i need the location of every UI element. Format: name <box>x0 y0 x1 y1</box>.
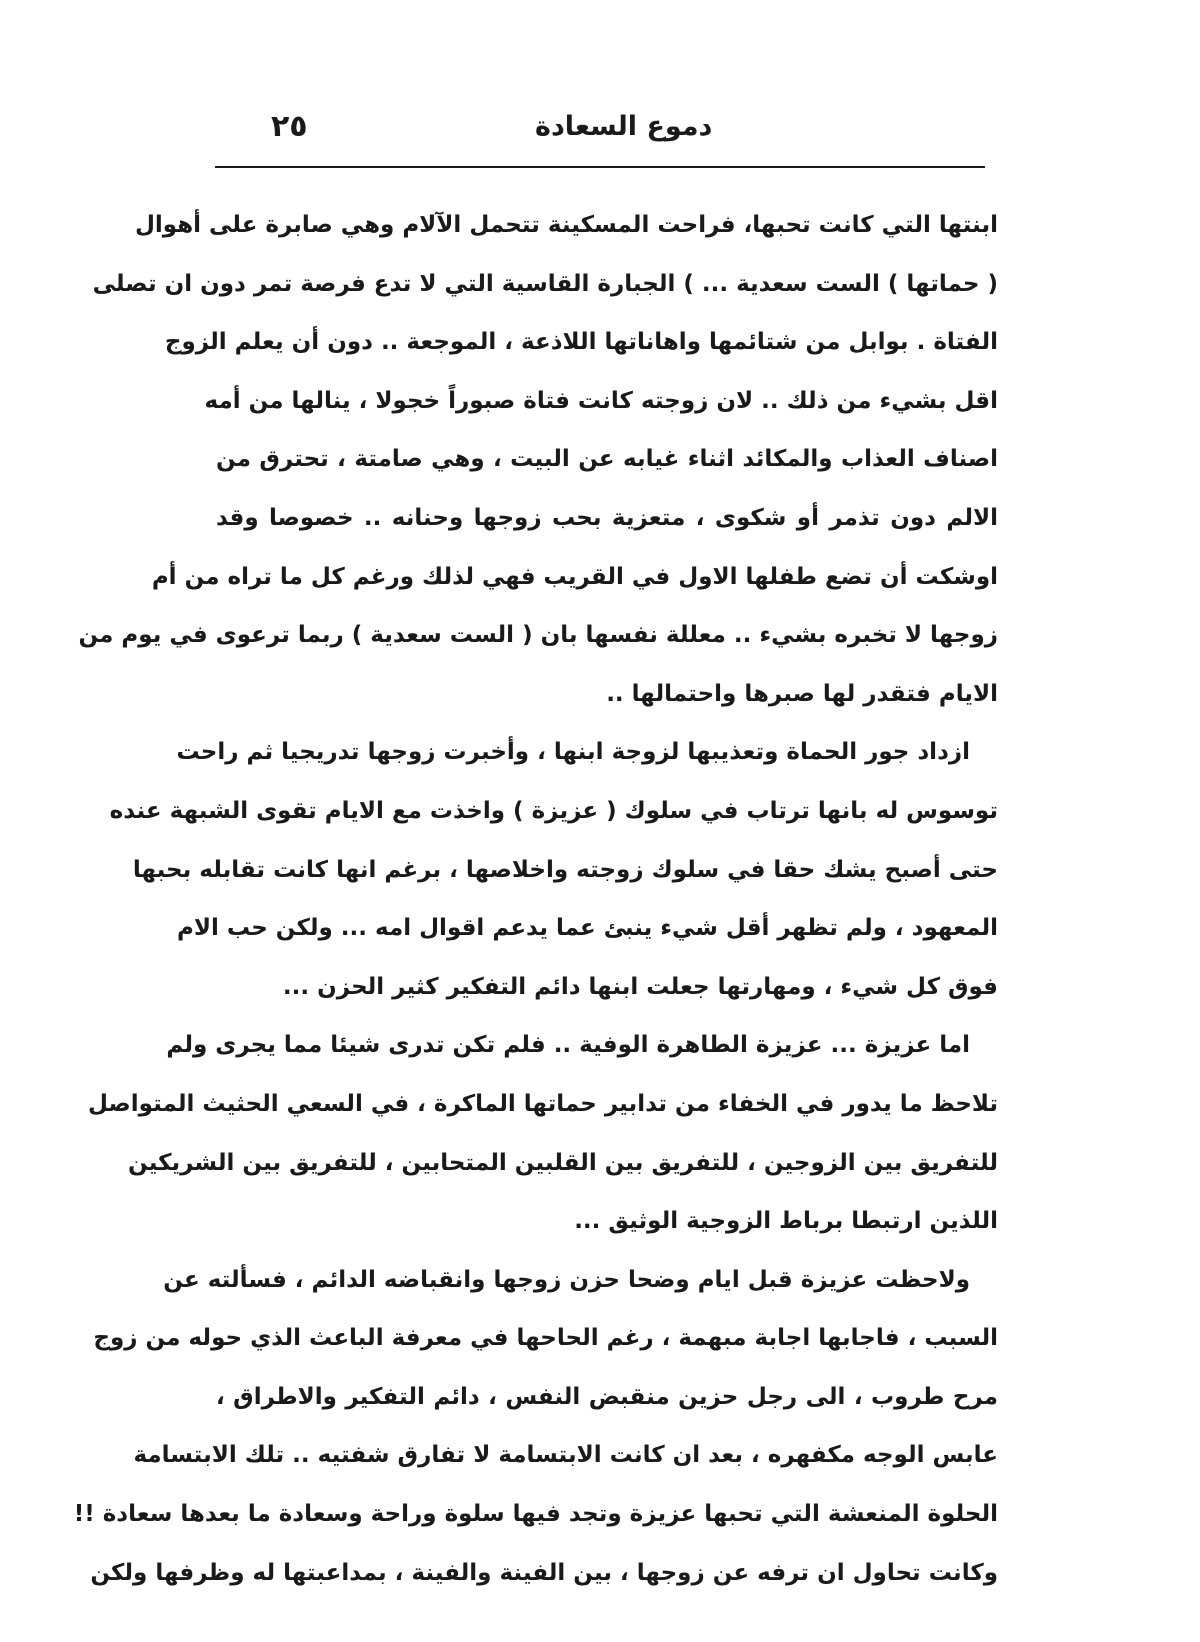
text-line: فوق كل شيء ، ومهارتها جعلت ابنها دائم التفكير كثير الحزن ... <box>282 973 998 1000</box>
text-line: ( حماتها ) الست سعدية ... ) الجبارة القاسية التي لا تدع فرصة تمر دون ان تصلى <box>92 270 998 297</box>
text-line: اوشكت أن تضع طفلها الاول في القريب فهي لذلك ورغم كل ما تراه من أم <box>151 563 998 590</box>
text-line: مرح طروب ، الى رجل حزين منقبض النفس ، دائم التفكير والاطراق ، <box>216 1383 998 1410</box>
header-divider <box>215 166 985 168</box>
text-line: الحلوة المنعشة التي تحبها عزيزة وتجد فيها سلوة وراحة وسعادة ما بعدها سعادة !! <box>73 1501 998 1528</box>
text-line: ولاحظت عزيزة قبل ايام وضحا حزن زوجها وانقباضه الدائم ، فسألته عن <box>163 1266 970 1293</box>
page-number: ٢٥ <box>271 109 308 144</box>
text-line: عابس الوجه مكفهره ، بعد ان كانت الابتسامة لا تفارق شفتيه .. تلك الابتسامة <box>133 1442 998 1469</box>
text-line: حتى أصبح يشك حقا في سلوك زوجته واخلاصها ، برغم انها كانت تقابله بحبها <box>132 856 998 883</box>
text-line: اصناف العذاب والمكائد اثناء غيابه عن البيت ، وهي صامتة ، تحترق من <box>216 446 998 473</box>
text-line: زوجها لا تخبره بشيء .. معللة نفسها بان ( الست سعدية ) ربما ترعوى في يوم من <box>78 622 998 649</box>
body-text <box>73 196 998 1602</box>
text-line: الايام فتقدر لها صبرها واحتمالها .. <box>606 680 998 707</box>
text-line: للتفريق بين الزوجين ، للتفريق بين القلبين المتحابين ، للتفريق بين الشريكين <box>128 1149 998 1176</box>
text-line: اما عزيزة ... عزيزة الطاهرة الوفية .. فلم تكن تدرى شيئا مما يجرى ولم <box>166 1032 970 1059</box>
running-title: دموع السعادة <box>535 111 713 142</box>
text-line: اللذين ارتبطا برباط الزوجية الوثيق ... <box>574 1208 998 1235</box>
text-line: اقل بشيء من ذلك .. لان زوجته كانت فتاة صبوراً خجولا ، ينالها من أمه <box>204 387 998 414</box>
text-line: ازداد جور الحماة وتعذيبها لزوجة ابنها ، وأخبرت زوجها تدريجيا ثم راحت <box>176 739 970 766</box>
text-line: ابنتها التي كانت تحبها، فراحت المسكينة تتحمل الآلام وهي صابرة على أهوال <box>134 212 998 238</box>
text-line: الفتاة . بوابل من شتائمها واهاناتها اللاذعة ، الموجعة .. دون أن يعلم الزوج <box>164 329 998 356</box>
page-header <box>215 100 985 150</box>
text-line: تلاحظ ما يدور في الخفاء من تدابير حماتها الماكرة ، في السعي الحثيث المتواصل <box>88 1090 998 1117</box>
text-line: الالم دون تذمر أو شكوى ، متعزية بحب زوجها وحنانه .. خصوصا وقد <box>216 504 998 531</box>
text-line: السبب ، فاجابها اجابة مبهمة ، رغم الحاحها في معرفة الباعث الذي حوله من زوج <box>93 1325 998 1352</box>
text-line: توسوس له بانها ترتاب في سلوك ( عزيزة ) واخذت مع الايام تقوى الشبهة عنده <box>109 797 998 824</box>
text-line: وكانت تحاول ان ترفه عن زوجها ، بين الفينة والفينة ، بمداعبتها له وظرفها ولكن <box>90 1559 998 1586</box>
text-line: المعهود ، ولم تظهر أقل شيء ينبئ عما يدعم اقوال امه ... ولكن حب الام <box>176 915 998 942</box>
